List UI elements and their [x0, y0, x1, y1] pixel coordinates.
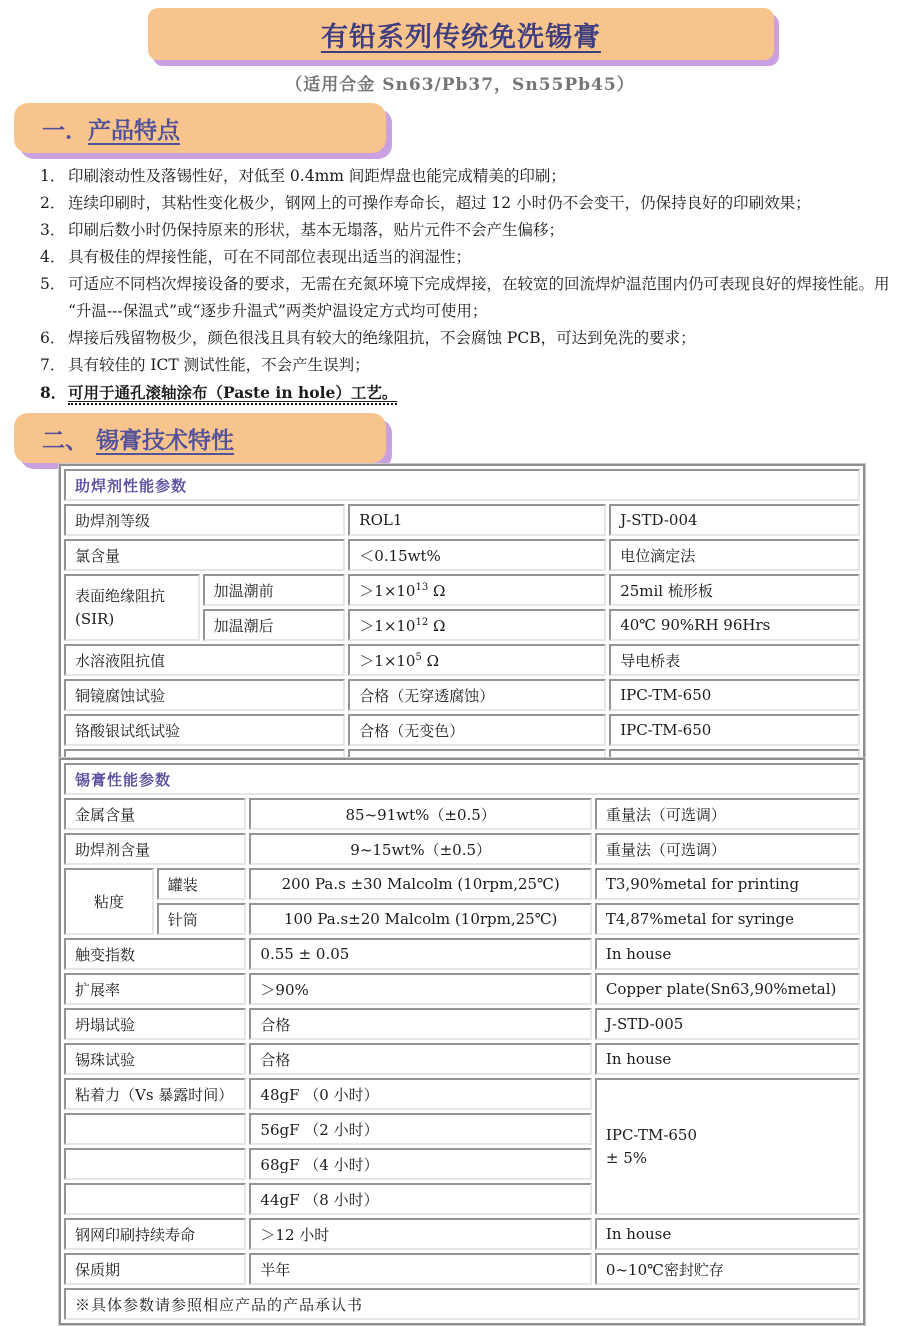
section-2-heading — [42, 422, 234, 455]
subparam-cell: 加温潮后 — [203, 609, 346, 641]
method-cell: T3,90%metal for printing — [595, 868, 860, 900]
value-cell: $>1\times 10^5$ Ω — [348, 644, 606, 676]
param-cell: 助焊剂含量 — [64, 833, 246, 865]
paste-table-frame — [58, 757, 866, 1326]
method-cell-tack: IPC-TM-650 ± 5% — [595, 1078, 860, 1215]
param-cell: 触变指数 — [64, 938, 246, 970]
value-cell: 合格（无穿透腐蚀） — [348, 679, 606, 711]
section-2-heading-box — [14, 413, 386, 463]
flux-row-solution — [64, 644, 860, 676]
paste-row-tack-0h — [64, 1078, 860, 1110]
value-cell: 200 Pa.s ±30 Malcolm (10rpm,25℃) — [249, 868, 592, 900]
subparam-cell: 加温潮前 — [203, 574, 346, 606]
paste-table-title: 锡膏性能参数 — [64, 763, 860, 795]
section-1-title: 产品特点 — [88, 116, 180, 144]
subparam-cell: 针筒 — [157, 903, 247, 935]
section-1-heading-box — [14, 103, 386, 153]
value-cell: ＞90% — [249, 973, 592, 1005]
title-banner — [148, 8, 774, 60]
method-cell: 重量法（可选调） — [595, 833, 860, 865]
method-cell: In house — [595, 1218, 860, 1250]
feature-list — [40, 163, 912, 407]
page-subtitle: （适用合金 Sn63/Pb37，Sn55Pb45） — [285, 75, 635, 95]
method-cell: 25mil 梳形板 — [609, 574, 860, 606]
feature-item-6: 6． 焊接后残留物极少，颜色很浅且具有较大的绝缘阻抗，不会腐蚀 PCB，可达到免洗的要求； — [40, 329, 696, 347]
param-cell: 助焊剂等级 — [64, 504, 345, 536]
method-cell: IPC-TM-650 — [609, 679, 860, 711]
feature-item-2: 2． 连续印刷时，其粘性变化极少，钢网上的可操作寿命长，超过 12 小时仍不会变干，仍保持良好的印刷效果； — [40, 194, 811, 212]
value-cell: ＞12 小时 — [249, 1218, 592, 1250]
param-cell-empty — [64, 1148, 246, 1180]
paste-row-metal — [64, 798, 860, 830]
paste-footnote-row — [64, 1288, 860, 1320]
feature-item-7: 7． 具有较佳的 ICT 测试性能，不会产生误判； — [40, 356, 370, 374]
page-title-lead: 有铅 — [321, 21, 377, 53]
value-cell: 68gF （4 小时） — [249, 1148, 592, 1180]
param-cell: 坍塌试验 — [64, 1008, 246, 1040]
value-cell: 半年 — [249, 1253, 592, 1285]
flux-header-row — [64, 469, 860, 501]
param-cell: 粘着力（Vs 暴露时间） — [64, 1078, 246, 1110]
method-cell: 重量法（可选调） — [595, 798, 860, 830]
value-cell: 44gF （8 小时） — [249, 1183, 592, 1215]
paste-table — [59, 758, 865, 1325]
footnote: ※具体参数请参照相应产品的产品承认书 — [64, 1288, 860, 1320]
feature-item-5: 5． 可适应不同档次焊接设备的要求，无需在充氮环境下完成焊接，在较宽的回流焊炉温范围内仍可表现良好的焊接性能。用“升温---保温式”或“逐步升温式”两类炉温设定方式均可使用； — [40, 275, 890, 320]
flux-row-chlorine — [64, 539, 860, 571]
method-cell: 40℃ 90%RH 96Hrs — [609, 609, 860, 641]
param-cell: 金属含量 — [64, 798, 246, 830]
page-title-rest: 系列传统免洗锡膏 — [377, 21, 601, 53]
method-cell: IPC-TM-650 — [609, 714, 860, 746]
method-cell: In house — [595, 1043, 860, 1075]
paste-row-solder-ball — [64, 1043, 860, 1075]
param-cell: 钢网印刷持续寿命 — [64, 1218, 246, 1250]
method-cell: J-STD-005 — [595, 1008, 860, 1040]
method-cell: 导电桥表 — [609, 644, 860, 676]
value-cell: 0.55 ± 0.05 — [249, 938, 592, 970]
paste-row-thixotropic — [64, 938, 860, 970]
paste-row-shelf-life — [64, 1253, 860, 1285]
paste-row-slump — [64, 1008, 860, 1040]
paste-row-stencil-life — [64, 1218, 860, 1250]
section-1-heading — [42, 112, 180, 145]
method-cell: In house — [595, 938, 860, 970]
param-cell: 保质期 — [64, 1253, 246, 1285]
flux-row-sir-before — [64, 574, 860, 606]
feature-item-1: 1． 印刷滚动性及落锡性好，对低至 0.4mm 间距焊盘也能完成精美的印刷； — [40, 167, 566, 185]
flux-table-title: 助焊剂性能参数 — [64, 469, 860, 501]
value-cell: $>1\times 10^{13}$ Ω — [348, 574, 606, 606]
paste-row-flux-content — [64, 833, 860, 865]
method-cell: J-STD-004 — [609, 504, 860, 536]
section-2-title: 锡膏技术特性 — [96, 426, 235, 454]
value-cell: 48gF （0 小时） — [249, 1078, 592, 1110]
page-title — [297, 15, 625, 54]
paste-row-viscosity-jar — [64, 868, 860, 900]
param-cell: 水溶液阻抗值 — [64, 644, 345, 676]
paste-row-spread — [64, 973, 860, 1005]
flux-table — [59, 464, 865, 786]
paste-header-row — [64, 763, 860, 795]
param-cell-sir: 表面绝缘阻抗 (SIR) — [64, 574, 200, 641]
method-cell: Copper plate(Sn63,90%metal) — [595, 973, 860, 1005]
value-cell: 9~15wt%（±0.5） — [249, 833, 592, 865]
param-cell-empty — [64, 1183, 246, 1215]
value-cell: 合格（无变色） — [348, 714, 606, 746]
feature-item-8: 8． 可用于通孔滚轴涂布（Paste in hole）工艺。 — [40, 379, 912, 407]
value-cell: 56gF （2 小时） — [249, 1113, 592, 1145]
method-cell: 电位滴定法 — [609, 539, 860, 571]
value-cell: ROL1 — [348, 504, 606, 536]
paste-row-viscosity-syringe — [64, 903, 860, 935]
feature-item-3: 3． 印刷后数小时仍保持原来的形状，基本无塌落，贴片元件不会产生偏移； — [40, 221, 565, 239]
value-cell: 合格 — [249, 1008, 592, 1040]
flux-row-silver-chromate — [64, 714, 860, 746]
flux-table-frame — [58, 463, 866, 787]
param-cell-empty — [64, 1113, 246, 1145]
section-2-number: 二、 — [42, 426, 88, 454]
param-cell-viscosity: 粘度 — [64, 868, 154, 935]
method-cell: 0~10℃密封贮存 — [595, 1253, 860, 1285]
value-cell: ＜0.15wt% — [348, 539, 606, 571]
value-cell: 合格 — [249, 1043, 592, 1075]
value-cell: $>1\times 10^{12}$ Ω — [348, 609, 606, 641]
param-cell: 铬酸银试纸试验 — [64, 714, 345, 746]
value-cell: 85~91wt%（±0.5） — [249, 798, 592, 830]
subparam-cell: 罐装 — [157, 868, 247, 900]
param-cell: 锡珠试验 — [64, 1043, 246, 1075]
param-cell: 氯含量 — [64, 539, 345, 571]
method-cell: T4,87%metal for syringe — [595, 903, 860, 935]
flux-row-grade — [64, 504, 860, 536]
param-cell: 扩展率 — [64, 973, 246, 1005]
feature-item-4: 4． 具有极佳的焊接性能，可在不同部位表现出适当的润湿性； — [40, 248, 472, 266]
flux-row-copper-mirror — [64, 679, 860, 711]
param-cell: 铜镜腐蚀试验 — [64, 679, 345, 711]
section-1-number: 一． — [42, 116, 88, 144]
value-cell: 100 Pa.s±20 Malcolm (10rpm,25℃) — [249, 903, 592, 935]
